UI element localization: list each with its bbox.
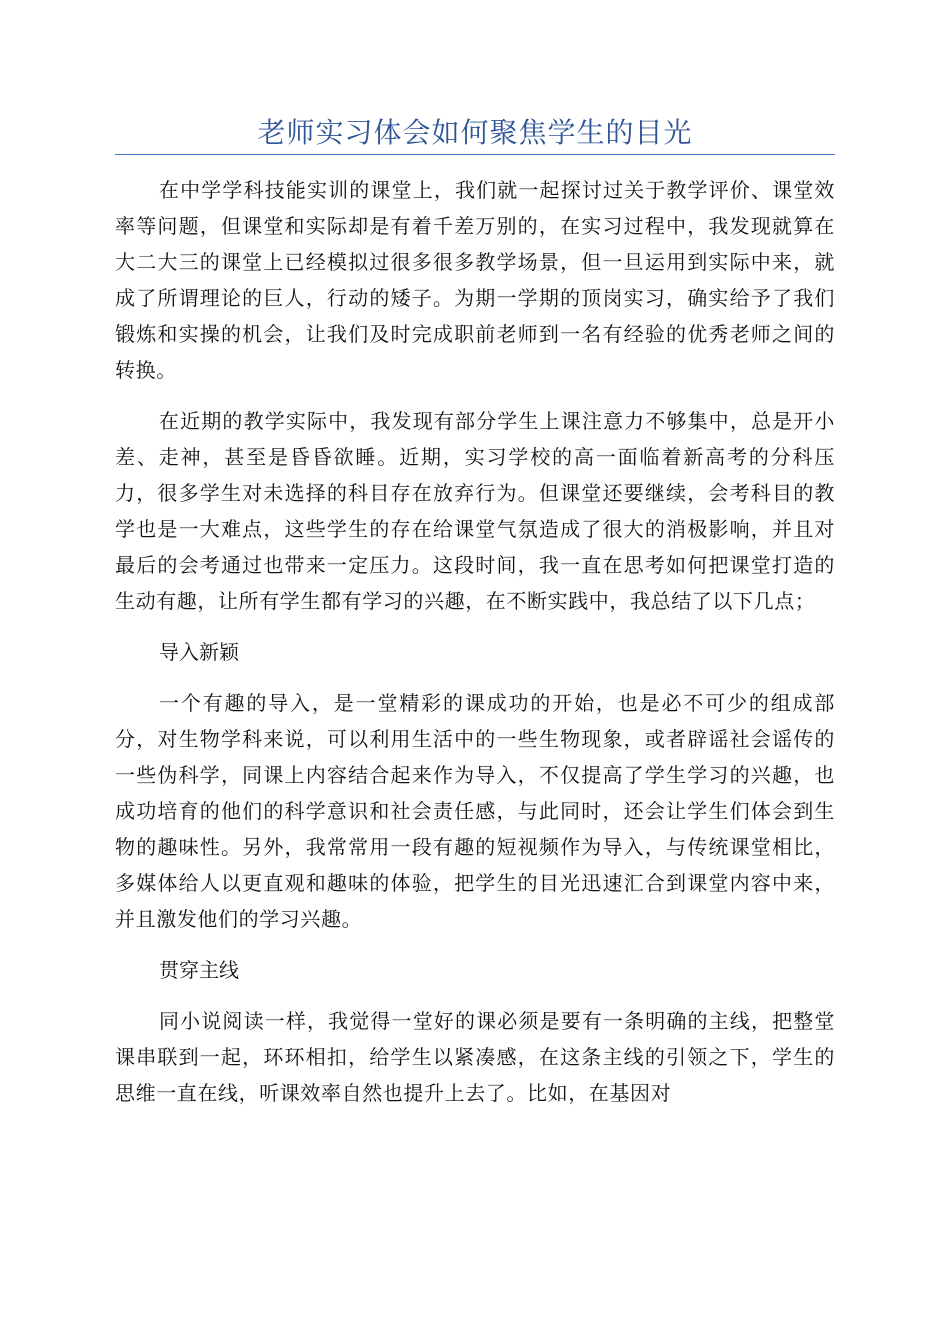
section-heading-novel-intro: 导入新颖 <box>159 640 239 664</box>
paragraph-intro: 在中学学科技能实训的课堂上，我们就一起探讨过关于教学评价、课堂效率等问题，但课堂和实际却是有着千差万别的，在实习过程中，我发现就算在大二大三的课堂上已经模拟过很多很多教学场景，但一旦运用到实际中来，就成了所谓理论的巨人，行动的矮子。为期一学期的顶岗实习，确实给予了我们锻炼和实操的机会，让我们及时完成职前老师到一名有经验的优秀老师之间的转换。 <box>115 178 835 382</box>
paragraph-novel-intro: 一个有趣的导入，是一堂精彩的课成功的开始，也是必不可少的组成部分，对生物学科来说，可以利用生活中的一些生物现象，或者辟谣社会谣传的一些伪科学，同课上内容结合起来作为导入，不仅提高了学生学习的兴趣，也成功培育的他们的科学意识和社会责任感，与此同时，还会让学生们体会到生物的趣味性。另外，我常常用一段有趣的短视频作为导入，与传统课堂相比，多媒体给人以更直观和趣味的体验，把学生的目光迅速汇合到课堂内容中来，并且激发他们的学习兴趣。 <box>115 691 835 931</box>
title-underline-rule <box>115 154 835 155</box>
paragraph-main-thread: 同小说阅读一样，我觉得一堂好的课必须是要有一条明确的主线，把整堂课串联到一起，环环相扣，给学生以紧凑感，在这条主线的引领之下，学生的思维一直在线，听课效率自然也提升上去了。比如，在基因对 <box>115 1009 835 1105</box>
paragraph-observation: 在近期的教学实际中，我发现有部分学生上课注意力不够集中，总是开小差、走神，甚至是昏昏欲睡。近期，实习学校的高一面临着新高考的分科压力，很多学生对未选择的科目存在放弃行为。但课堂还要继续，会考科目的教学也是一大难点，这些学生的存在给课堂气氛造成了很大的消极影响，并且对最后的会考通过也带来一定压力。这段时间，我一直在思考如何把课堂打造的生动有趣，让所有学生都有学习的兴趣，在不断实践中，我总结了以下几点； <box>115 409 835 613</box>
section-heading-main-thread: 贯穿主线 <box>159 958 239 982</box>
document-title: 老师实习体会如何聚焦学生的目光 <box>257 116 693 149</box>
document-body <box>115 172 835 1126</box>
